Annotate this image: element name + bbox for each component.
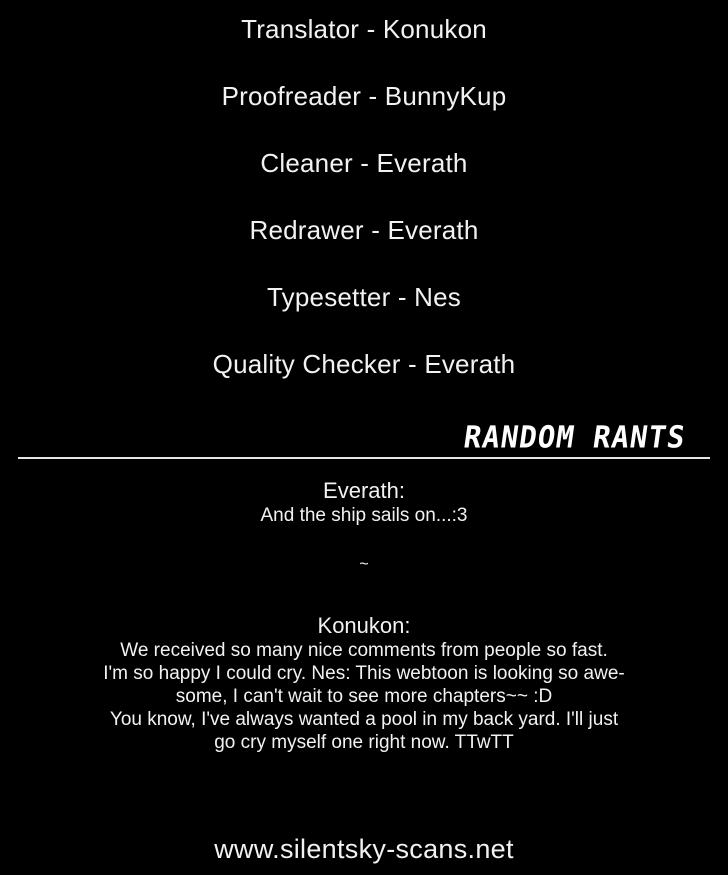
credits-list [0, 14, 728, 416]
credit-proofreader: Proofreader - BunnyKup [221, 81, 507, 111]
credit-cleaner: Cleaner - Everath [260, 148, 468, 178]
rant-text-line: some, I can't wait to see more chapters~~ :D [175, 686, 553, 707]
credit-quality-checker: Quality Checker - Everath [212, 349, 516, 379]
section-divider [18, 457, 710, 459]
credit-translator: Translator - Konukon [241, 14, 487, 44]
credit-typesetter: Typesetter - Nes [267, 282, 461, 312]
rant-author-konukon: Konukon: [317, 613, 411, 638]
rant-text-line: You know, I've always wanted a pool in my back yard. I'll just [109, 709, 619, 730]
rant-konukon [0, 613, 728, 754]
rant-everath [0, 478, 728, 527]
rant-author-everath: Everath: [323, 478, 405, 503]
credit-redrawer: Redrawer - Everath [249, 215, 479, 245]
rant-text-line: go cry myself one right now. TTwTT [214, 732, 514, 753]
rant-text-line: I'm so happy I could cry. Nes: This webtoon is looking so awe- [103, 663, 625, 684]
rant-separator: ~ [359, 556, 369, 573]
rant-text-line: And the ship sails on...:3 [260, 505, 468, 526]
website-url: www.silentsky-scans.net [214, 834, 514, 864]
rant-text-line: We received so many nice comments from people so fast. [120, 640, 608, 661]
random-rants-header: RANDOM RANTS [461, 419, 689, 455]
